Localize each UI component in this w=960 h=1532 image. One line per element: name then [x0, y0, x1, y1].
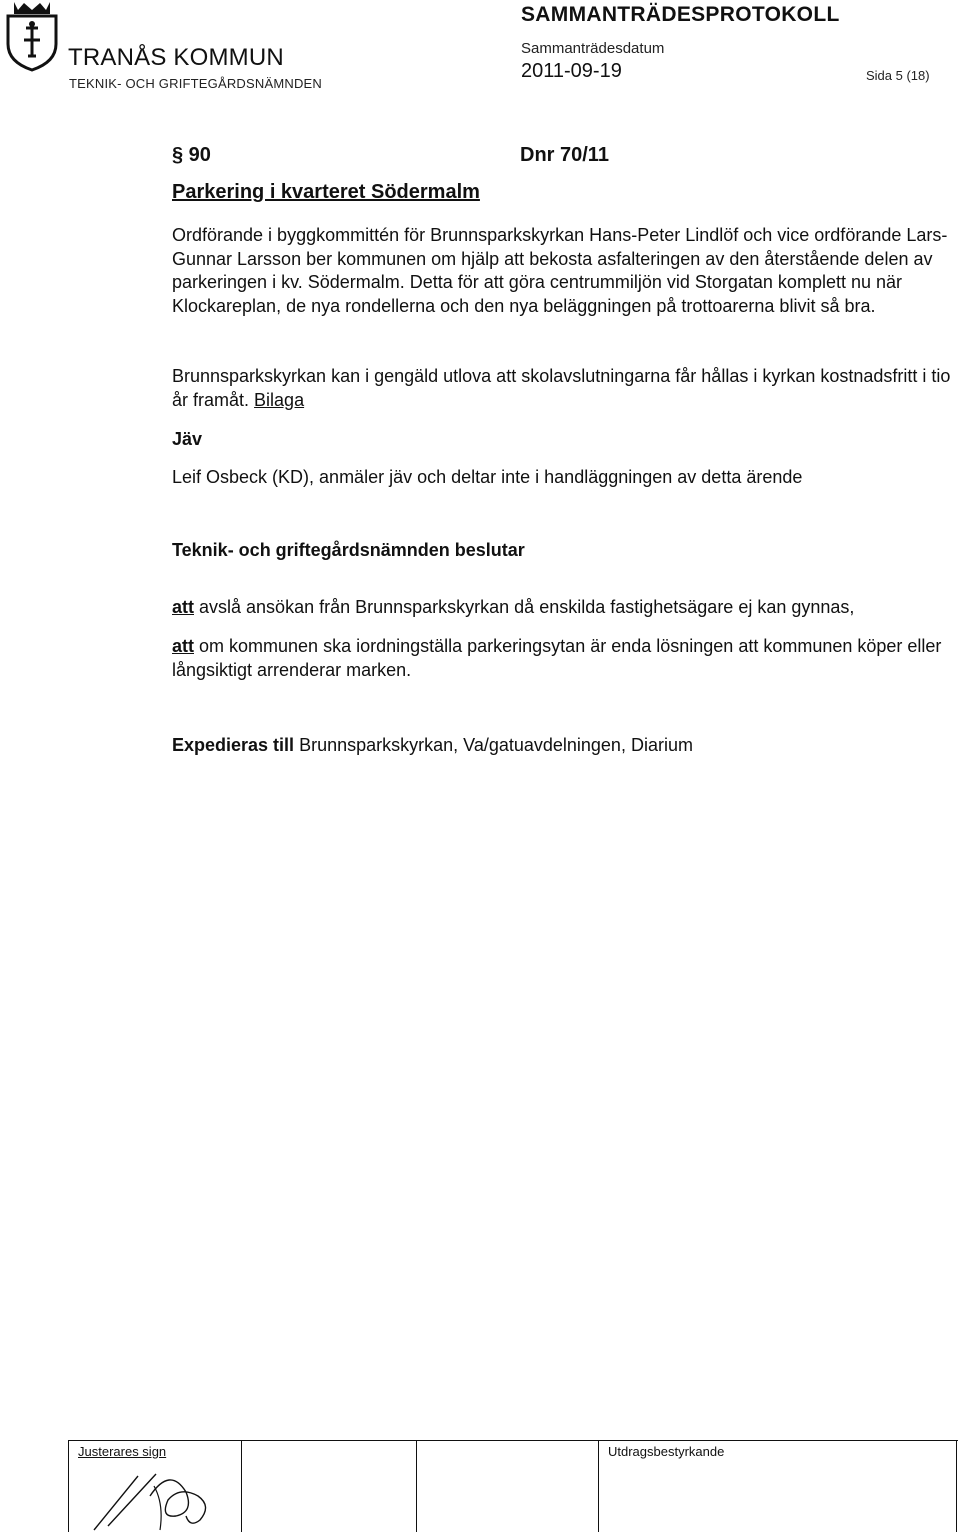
municipal-coat-of-arms-icon [2, 0, 62, 72]
organization-name: TRANÅS KOMMUN [68, 44, 284, 71]
table-divider [598, 1440, 599, 1532]
meeting-date-label: Sammanträdesdatum [521, 40, 665, 57]
table-divider [956, 1440, 957, 1532]
body-paragraph-1: Ordförande i byggkommittén för Brunnsparkskyrkan Hans-Peter Lindlöf och vice ordförande Lars-Gunnar Larsson ber kommunen om hjälp att bekosta asfalteringen av den återstående delen av parkeringen i kv. Södermalm. Detta för att göra centrummiljön vid Storgatan komplett nu när Klockareplan, de nya rondellerna och den nya beläggningen på trottoarerna blivit så bra. [172, 225, 948, 316]
decision-heading: Teknik- och griftegårdsnämnden beslutar [172, 540, 525, 560]
distribution-label: Expedieras till [172, 735, 295, 755]
decision-marker: att [172, 636, 194, 656]
document-type: SAMMANTRÄDESPROTOKOLL [521, 3, 840, 26]
body-paragraph-2-text: Brunnsparkskyrkan kan i gengäld utlova att skolavslutningarna får hållas i kyrkan kostnadsfritt i tio år framåt. [172, 366, 951, 410]
case-number: Dnr 70/11 [520, 144, 609, 166]
distribution-recipients: Brunnsparkskyrkan, Va/gatuavdelningen, Diarium [299, 735, 693, 755]
jav-heading: Jäv [172, 429, 203, 449]
table-divider [68, 1440, 69, 1532]
body-paragraph-2 [172, 365, 952, 412]
table-divider [416, 1440, 417, 1532]
decision-text: avslå ansökan från Brunnsparkskyrkan då enskilda fastighetsägare ej kan gynnas, [199, 597, 855, 617]
distribution-line [172, 735, 693, 756]
decision-item [172, 634, 952, 682]
table-top-border [68, 1440, 958, 1441]
utdragsbestyrkande-label: Utdragsbestyrkande [608, 1444, 725, 1459]
handwritten-signature-icon [90, 1456, 220, 1532]
section-number: § 90 [172, 144, 211, 166]
decision-text: om kommunen ska iordningställa parkeringsytan är enda lösningen att kommunen köper eller långsiktigt arrenderar marken. [172, 636, 942, 680]
decision-marker: att [172, 597, 194, 617]
table-divider [241, 1440, 242, 1532]
page-number: Sida 5 (18) [866, 68, 930, 83]
jav-statement: Leif Osbeck (KD), anmäler jäv och deltar inte i handläggningen av detta ärende [172, 467, 803, 487]
attachment-link[interactable]: Bilaga [254, 389, 305, 410]
signature-table [68, 1440, 958, 1532]
department-name: TEKNIK- OCH GRIFTEGÅRDSNÄMNDEN [69, 76, 323, 91]
justerares-sign-label: Justerares sign [78, 1444, 167, 1459]
meeting-date: 2011-09-19 [521, 60, 622, 82]
section-title: Parkering i kvarteret Södermalm [172, 181, 480, 203]
decision-item [172, 595, 952, 619]
